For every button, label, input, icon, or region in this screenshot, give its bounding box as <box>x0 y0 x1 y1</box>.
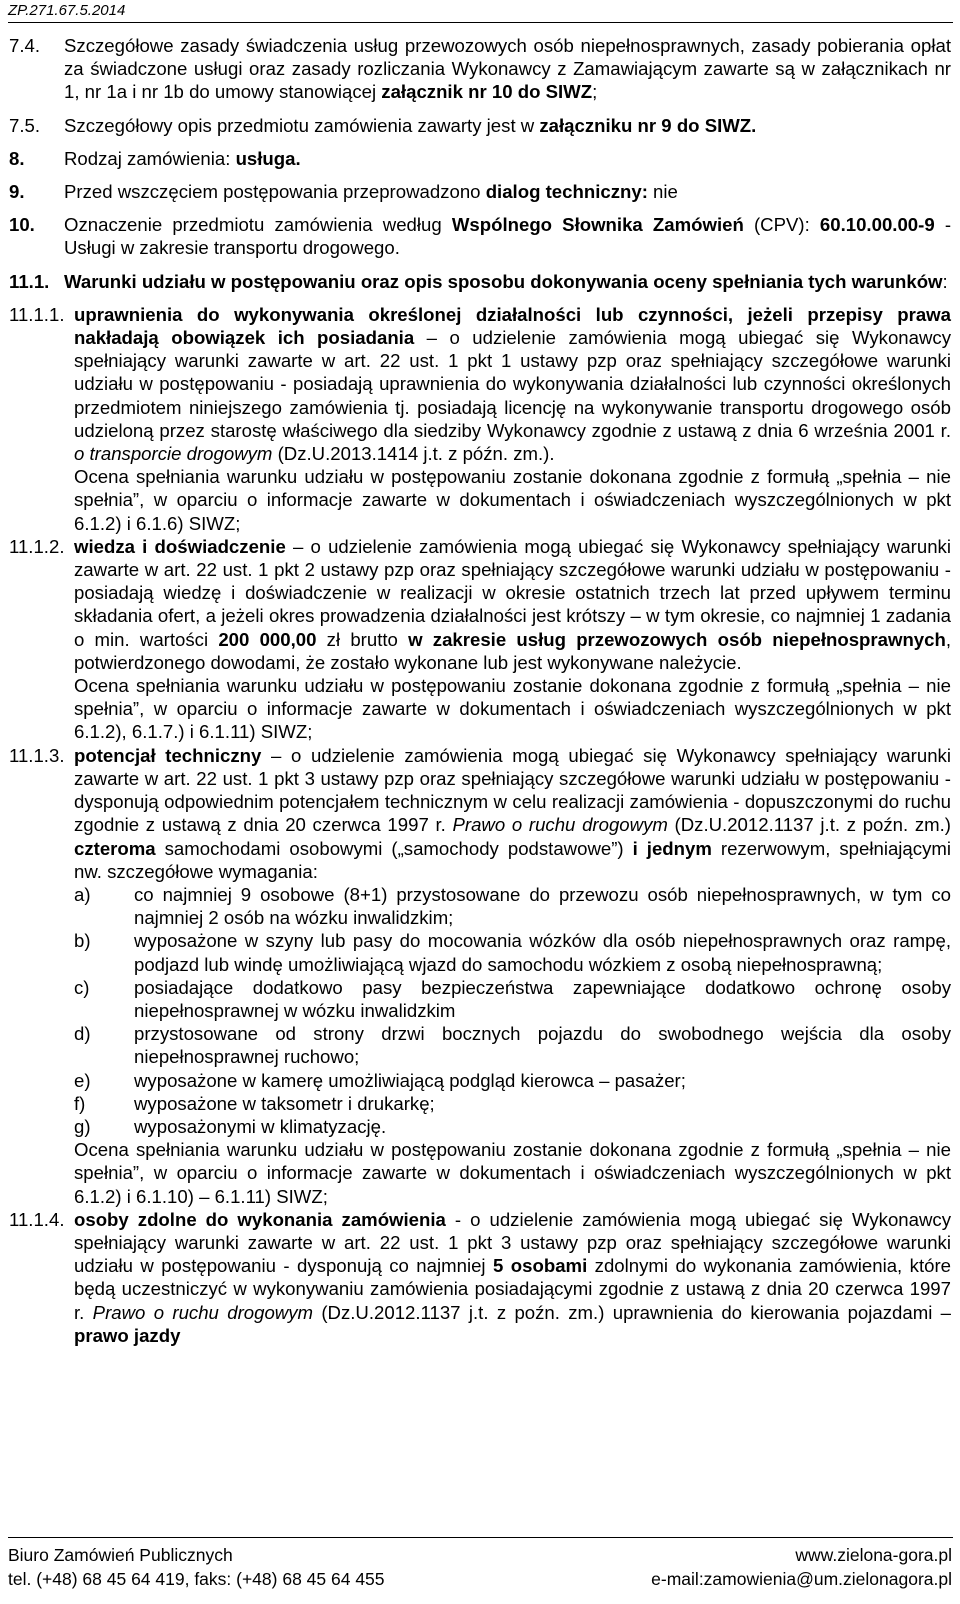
condition-body: (Dz.U.2012.1137 j.t. z poźn. zm.) uprawnienia do kierowania pojazdami – <box>313 1301 951 1323</box>
cpv-dictionary-name: Wspólnego Słownika Zamówień <box>451 214 744 236</box>
section-bold: usługa. <box>235 147 301 169</box>
section-11-1-2 <box>9 535 951 744</box>
condition-body: – o udzielenie zamówienia mogą ubiegać się Wykonawcy spełniający warunki zawarte w art. 22 ust. 1 pkt 2 ustawy pzp oraz spełniający szczegółowe warunki udziału w postępowaniu - posiadają wiedzę i doświadczenie w realizacji w okresie ostatnich trzech lat przed upływem terminu składania ofert, a jeżeli okres prowadzenia działalności jest krótszy – w tym okresie, co najmniej 1 zadania o min. wartości <box>74 535 951 650</box>
section-bold: dialog techniczny: <box>485 181 648 203</box>
list-item-text: wyposażonymi w klimatyzację. <box>134 1115 387 1137</box>
section-11-1-4 <box>9 1208 951 1347</box>
list-item-text: wyposażone w szyny lub pasy do mocowania wózków dla osób niepełnosprawnych oraz rampę, podjazd lub windę umożliwiającą wjazd do samochodu wózkiem z osobą niepełnosprawną; <box>134 930 951 975</box>
reserve-count-bold: i jednym <box>632 837 712 859</box>
condition-body: – o udzielenie zamówienia mogą ubiegać się Wykonawcy spełniający warunki zawarte w art. 22 ust. 1 pkt 3 ustawy pzp oraz spełniający szczegółowe warunki udziału w postępowaniu - dysponują odpowiednim potencjałem technicznym w celu realizacji zamówienia - dopuszczonymi do ruchu zgodnie z ustawą z dnia 20 czerwca 1997 r. <box>74 744 951 836</box>
list-item-label: g) <box>74 1115 91 1137</box>
vehicle-count-bold: czteroma <box>74 837 156 859</box>
footer-right <box>651 1543 952 1591</box>
list-item-label: a) <box>74 883 91 905</box>
section-number: 8. <box>9 147 25 169</box>
cpv-description: - Usługi w zakresie transportu drogowego. <box>64 214 952 259</box>
document-body <box>9 34 951 1347</box>
assessment-text: Ocena spełniania warunku udziału w postępowaniu zostanie dokonana zgodnie z formułą „spełnia – nie spełnia”, w oparciu o informacje zawarte w dokumentach i oświadczeniach wyszczególnionych w pkt 6.1.2) i 6.1.6) SIWZ; <box>74 466 951 534</box>
section-text: Rodzaj zamówienia: <box>64 147 236 169</box>
act-title: Prawo o ruchu drogowym <box>92 1301 313 1323</box>
list-item <box>74 1115 951 1138</box>
section-bold: załączniku nr 9 do SIWZ. <box>539 114 757 136</box>
section-11-1-3 <box>9 744 951 1208</box>
footer-left <box>8 1543 385 1591</box>
condition-title: osoby zdolne do wykonania zamówienia <box>74 1208 446 1230</box>
section-11-1 <box>9 270 951 293</box>
section-9 <box>9 180 951 203</box>
condition-text <box>74 303 951 465</box>
footer-organization: Biuro Zamówień Publicznych <box>8 1545 233 1565</box>
section-text: Szczegółowy opis przedmiotu zamówienia zawarty jest w <box>64 114 540 136</box>
list-item-label: c) <box>74 976 90 998</box>
footer-website: www.zielona-gora.pl <box>795 1545 952 1565</box>
section-8 <box>9 147 951 170</box>
condition-body-end: (Dz.U.2013.1414 j.t. z późn. zm.). <box>272 443 555 465</box>
section-text: Szczegółowe zasady świadczenia usług przewozowych osób niepełnosprawnych, zasady pobierania opłat za świadczone usługi oraz zasady rozliczania Wykonawcy z Zamawiającym zawarte są w załącznikach nr 1, nr 1a i nr 1b do umowy stanowiącej <box>64 35 951 103</box>
list-item <box>74 1022 951 1068</box>
document-reference: ZP.271.67.5.2014 <box>8 2 126 19</box>
list-item-label: b) <box>74 930 91 952</box>
list-item-text: wyposażone w kamerę umożliwiającą podgląd kierowca – pasażer; <box>134 1069 686 1091</box>
list-item-text: posiadające dodatkowo pasy bezpieczeństwa zapewniające dodatkowo ochronę osoby niepełnosprawnej w wózku inwalidzkim <box>134 976 951 1021</box>
condition-text <box>74 535 951 674</box>
list-item-label: d) <box>74 1023 91 1045</box>
section-bold: załącznik nr 10 do SIWZ <box>381 81 593 103</box>
vehicle-requirements-list <box>74 883 951 1138</box>
list-item <box>74 976 951 1022</box>
section-number: 11.1.3. <box>9 744 65 766</box>
list-item <box>74 883 951 929</box>
condition-body: zdolnymi do wykonania zamówienia, które będą uczestniczyć w wykonywaniu zamówienia posiadającymi zgodnie z ustawą z dnia 20 czerwca 1997 r. <box>74 1255 951 1323</box>
section-text-end: ; <box>592 81 598 103</box>
act-title: Prawo o ruchu drogowym <box>452 814 668 836</box>
condition-title: potencjał techniczny <box>74 744 262 766</box>
section-number: 10. <box>9 214 35 236</box>
list-item <box>74 929 951 975</box>
condition-text <box>74 1208 951 1347</box>
footer-email: e-mail:zamowienia@um.zielonagora.pl <box>651 1569 952 1589</box>
section-11-1-1 <box>9 303 951 535</box>
person-count-bold: 5 osobami <box>493 1255 588 1277</box>
section-10 <box>9 213 951 259</box>
act-title: o transporcie drogowym <box>74 443 273 465</box>
header-divider <box>8 22 953 23</box>
condition-body: - o udzielenie zamówienia mogą ubiegać się Wykonawcy spełniający warunki zawarte w art. 22 ust. 1 pkt 3 ustawy pzp oraz spełniający szczegółowe warunki udziału w postępowaniu - dysponują co najmniej <box>74 1208 951 1277</box>
list-item-text: wyposażone w taksometr i drukarkę; <box>134 1092 435 1114</box>
min-value: 200 000,00 <box>218 628 317 650</box>
section-number: 11.1.1. <box>9 303 65 325</box>
footer-divider <box>8 1537 953 1538</box>
list-item-label: e) <box>74 1069 91 1091</box>
condition-body: samochodami osobowymi („samochody podstawowe”) <box>155 837 633 859</box>
footer-contact: tel. (+48) 68 45 64 419, faks: (+48) 68 45 64 455 <box>8 1569 385 1589</box>
cpv-code: 60.10.00.00-9 <box>819 214 935 236</box>
condition-text <box>74 744 951 883</box>
section-number: 7.4. <box>9 35 41 56</box>
section-number: 11.1.2. <box>9 535 65 557</box>
section-number: 9. <box>9 181 25 203</box>
list-item-text: co najmniej 9 osobowe (8+1) przystosowane do przewozu osób niepełnosprawnych, w tym co najmniej 2 osób na wózku inwalidzkim; <box>134 883 951 929</box>
condition-title: uprawnienia do wykonywania określonej działalności lub czynności, jeżeli przepisy prawa nakładają obowiązek ich posiadania <box>74 303 951 349</box>
condition-body-end: rezerwowym, spełniającymi nw. szczegółowe wymagania: <box>74 837 951 882</box>
condition-body-end: , potwierdzonego dowodami, że zostało wykonane lub jest wykonywane należycie. <box>74 628 952 673</box>
scope-bold: w zakresie usług przewozowych osób niepełnosprawnych <box>408 628 946 650</box>
condition-body: – o udzielenie zamówienia mogą ubiegać się Wykonawcy spełniający warunki zawarte w art. 22 ust. 1 pkt 1 ustawy pzp oraz spełniający szczegółowe warunki udziału w postępowaniu - posiadają uprawnienia do wykonywania działalności lub czynności określonych przedmiotem niniejszego zamówienia tj. posiadają licencję na wykonywanie transportu drogowego osób udzieloną przez starostę właściwego dla siedziby Wykonawcy zgodnie z ustawą z dnia 6 września 2001 r. <box>74 327 951 441</box>
section-7-4 <box>9 34 951 104</box>
list-item <box>74 1069 951 1092</box>
section-text-end: nie <box>647 181 678 203</box>
section-number: 11.1. <box>9 270 50 292</box>
section-heading: Warunki udziału w postępowaniu oraz opis sposobu dokonywania oceny spełniania tych warunków <box>64 270 943 292</box>
licence-bold: prawo jazdy <box>74 1324 181 1346</box>
section-text: Przed wszczęciem postępowania przeprowadzono <box>64 181 486 203</box>
section-number: 11.1.4. <box>9 1208 65 1230</box>
section-text: Oznaczenie przedmiotu zamówienia według <box>64 214 452 236</box>
assessment-text: Ocena spełniania warunku udziału w postępowaniu zostanie dokonana zgodnie z formułą „spełnia – nie spełnia”, w oparciu o informacje zawarte w dokumentach i oświadczeniach wyszczególnionych w pkt 6.1.2) i 6.1.10) – 6.1.11) SIWZ; <box>74 1139 951 1207</box>
list-item-text: przystosowane od strony drzwi bocznych pojazdu do swobodnego wejścia dla osoby niepełnosprawnej ruchowo; <box>134 1023 951 1068</box>
section-text: (CPV): <box>743 214 820 236</box>
condition-title: wiedza i doświadczenie <box>74 535 286 557</box>
list-item-label: f) <box>74 1092 86 1114</box>
section-text-end: : <box>942 270 948 292</box>
condition-body: zł brutto <box>316 628 409 650</box>
section-7-5 <box>9 114 951 137</box>
list-item <box>74 1092 951 1115</box>
section-number: 7.5. <box>9 114 41 136</box>
condition-body: (Dz.U.2012.1137 j.t. z poźn. zm.) <box>667 814 952 836</box>
assessment-text: Ocena spełniania warunku udziału w postępowaniu zostanie dokonana zgodnie z formułą „spełnia – nie spełnia”, w oparciu o informacje zawarte w dokumentach i oświadczeniach wyszczególnionych w pkt 6.1.2), 6.1.7.) i 6.1.11) SIWZ; <box>74 675 951 743</box>
